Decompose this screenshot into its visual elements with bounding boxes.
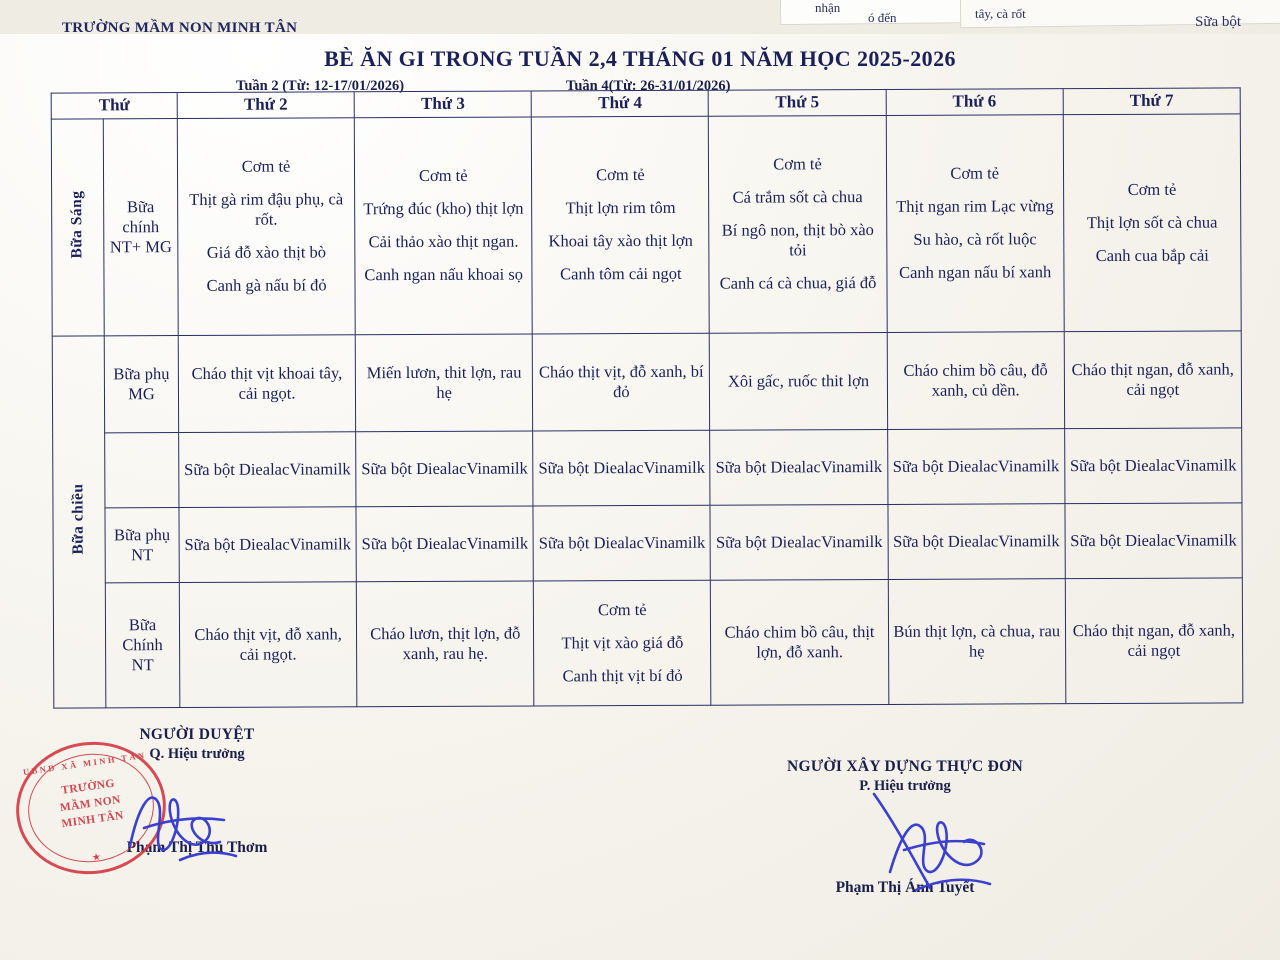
menu-cell: Cơm tẻ Thịt gà rim đậu phụ, cà rốt. Giá đỗ xào thịt bò Canh gà nấu bí đỏ: [177, 118, 355, 336]
meal-label-snack-nt: Bữa phụ NT: [105, 507, 179, 582]
menu-cell: Cháo thịt vịt khoai tây, cải ngọt.: [178, 335, 356, 433]
signature-block-author: [740, 758, 1070, 897]
table-row: [52, 331, 1241, 433]
menu-cell: Sữa bột DiealacVinamilk: [1065, 503, 1243, 579]
table-row: [53, 578, 1243, 708]
menu-cell: Sữa bột DiealacVinamilk: [1064, 428, 1242, 504]
menu-cell: Sữa bột DiealacVinamilk: [710, 504, 887, 580]
background-text-fragment-4: Sữa bột: [1195, 14, 1242, 30]
menu-cell: Cơm tẻ Cá trắm sốt cà chua Bí ngô non, thịt bò xào tỏi Canh cá cà chua, giá đỗ: [709, 115, 887, 333]
session-label-afternoon: Bữa chiều: [52, 336, 106, 708]
meal-label-empty: [105, 432, 179, 507]
menu-cell: Xôi gấc, ruốc thit lợn: [710, 332, 888, 430]
menu-cell: Bún thịt lợn, cà chua, rau hẹ: [888, 578, 1066, 704]
menu-cell: Sữa bột DiealacVinamilk: [356, 506, 533, 582]
day-header-thu: Thứ 5: [709, 89, 886, 116]
menu-cell: Cháo thịt ngan, đỗ xanh, cải ngọt: [1065, 578, 1243, 704]
menu-cell: Cháo chim bồ câu, đỗ xanh, củ dền.: [887, 331, 1065, 429]
weekly-menu-table: [51, 87, 1244, 708]
stamp-arc-top-text: UBND XÃ MINH TÂN: [22, 749, 148, 778]
signature-name-author: Phạm Thị Ánh Tuyết: [835, 879, 975, 896]
menu-cell: Sữa bột DiealacVinamilk: [710, 429, 887, 505]
menu-cell: Miến lươn, thit lợn, rau hẹ: [355, 334, 533, 432]
week-4-label: Tuần 4(Từ: 26-31/01/2026): [566, 78, 731, 94]
signature-name-approver: Phạm Thị Thu Thơm: [126, 839, 268, 856]
table-row: [53, 503, 1242, 583]
menu-cell: Cháo thịt ngan, đỗ xanh, cải ngọt: [1064, 331, 1242, 429]
meal-label-snack-mg: Bữa phụ MG: [104, 335, 178, 432]
menu-cell: Cháo lươn, thịt lợn, đỗ xanh, rau hẹ.: [356, 581, 534, 707]
background-text-fragment-1: nhận: [815, 0, 841, 15]
menu-cell: Cháo thịt vịt, đỗ xanh, bí đỏ: [533, 333, 711, 431]
corner-header: Thứ: [51, 93, 177, 119]
menu-cell: Sữa bột DiealacVinamilk: [179, 507, 356, 583]
menu-cell: Cơm tẻ Thịt vịt xào giá đỗ Canh thịt vịt bí đỏ: [534, 580, 712, 706]
school-name: TRƯỜNG MẦM NON MINH TÂN: [62, 20, 298, 36]
signature-title-author: NGƯỜI XÂY DỰNG THỰC ĐƠN: [787, 758, 1023, 775]
menu-cell: Cơm tẻ Thịt lợn sốt cà chua Canh cua bắp cải: [1063, 114, 1241, 332]
menu-cell: Cháo thịt vịt, đỗ xanh, cải ngọt.: [179, 582, 357, 708]
table-row: [53, 428, 1242, 508]
meal-label-main-nt-mg: Bữa chính NT+ MG: [103, 118, 178, 335]
menu-cell: Cơm tẻ Thịt ngan rim Lạc vừng Su hào, cà rốt luộc Canh ngan nấu bí xanh: [886, 114, 1064, 332]
menu-cell: Cơm tẻ Trứng đúc (kho) thịt lợn Cải thảo xào thịt ngan. Canh ngan nấu khoai sọ: [354, 117, 532, 335]
table-row: [51, 114, 1241, 336]
menu-cell: Sữa bột DiealacVinamilk: [356, 431, 533, 507]
stamp-arc-bottom-text: ★: [91, 850, 104, 863]
session-label-morning: Bữa Sáng: [51, 119, 104, 336]
stamp-line-1: TRƯỜNG: [60, 777, 116, 797]
day-header-mon: Thứ 2: [177, 92, 354, 119]
menu-cell: Sữa bột DiealacVinamilk: [533, 505, 710, 581]
page-title: BÈ ĂN GI TRONG TUẦN 2,4 THÁNG 01 NĂM HỌC 2025-2026: [324, 46, 956, 71]
menu-cell: Sữa bột DiealacVinamilk: [888, 503, 1065, 579]
day-header-tue: Thứ 3: [354, 91, 531, 118]
menu-cell: Cháo chim bồ câu, thịt lợn, đỗ xanh.: [711, 579, 889, 705]
signature-title-approver: NGƯỜI DUYỆT: [139, 726, 255, 743]
meal-label-main-nt: Bữa Chính NT: [105, 582, 180, 707]
menu-cell: Sữa bột DiealacVinamilk: [887, 428, 1064, 504]
week-2-label: Tuần 2 (Từ: 12-17/01/2026): [236, 78, 405, 94]
signature-role-author: P. Hiệu trưởng: [859, 778, 951, 794]
stamp-line-2: MẦM NON: [59, 793, 122, 814]
signature-role-approver: Q. Hiệu trưởng: [149, 746, 245, 762]
day-header-fri: Thứ 6: [886, 89, 1063, 116]
day-header-sat: Thứ 7: [1063, 88, 1240, 115]
background-text-fragment-2: ó đến: [868, 10, 897, 25]
official-stamp: [8, 732, 175, 884]
menu-cell: Sữa bột DiealacVinamilk: [533, 430, 710, 506]
background-text-fragment-3: tây, cà rốt: [975, 6, 1026, 21]
stamp-line-3: MINH TÂN: [60, 809, 125, 831]
day-header-wed: Thứ 4: [531, 90, 708, 117]
menu-cell: Cơm tẻ Thịt lợn rim tôm Khoai tây xào thịt lợn Canh tôm cải ngọt: [532, 116, 710, 334]
menu-cell: Sữa bột DiealacVinamilk: [179, 432, 356, 508]
